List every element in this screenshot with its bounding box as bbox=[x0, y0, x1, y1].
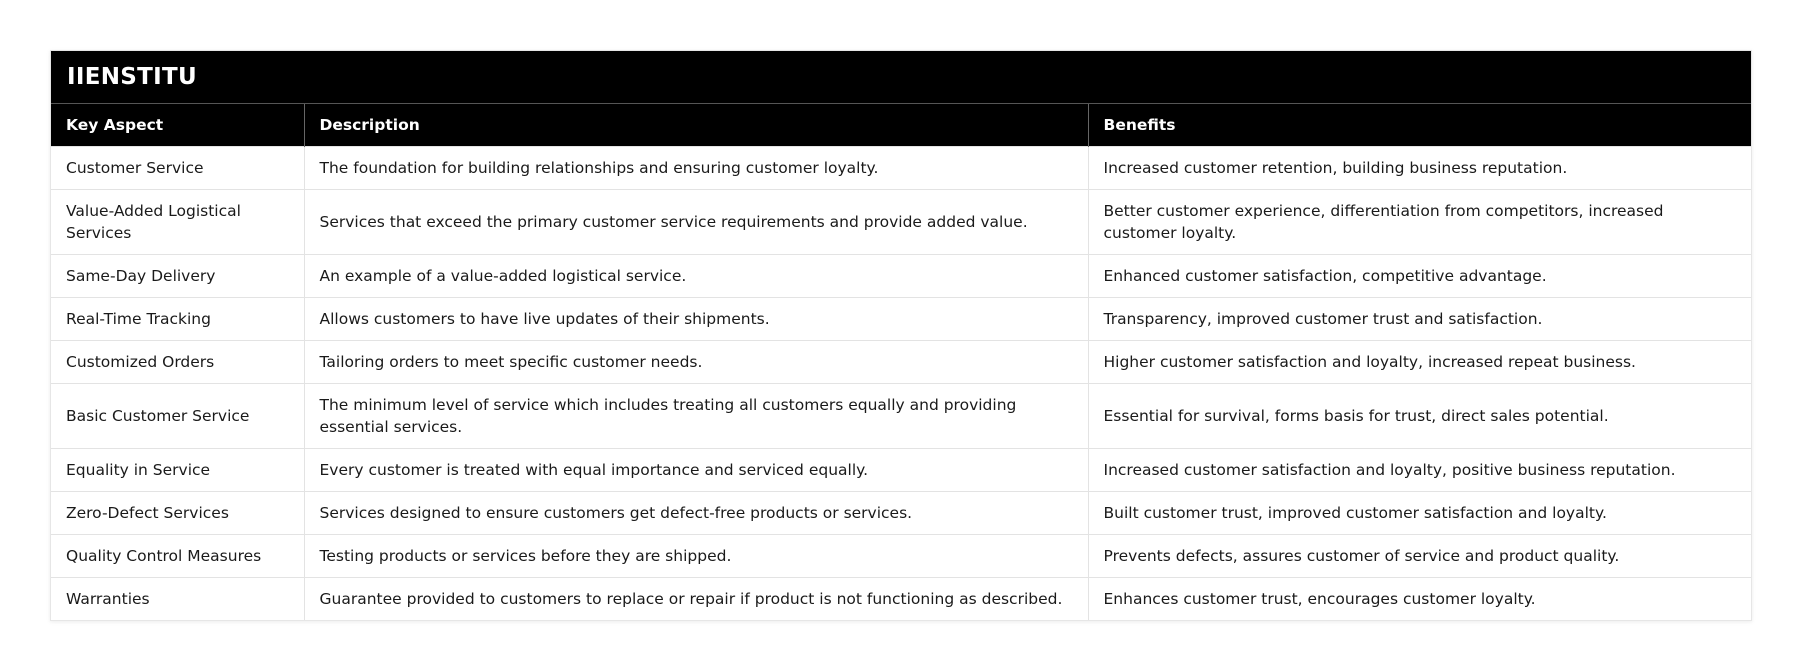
cell-key-aspect: Customer Service bbox=[51, 146, 304, 189]
table-row bbox=[51, 491, 1751, 534]
cell-key-aspect: Zero-Defect Services bbox=[51, 491, 304, 534]
header-row bbox=[51, 104, 1751, 146]
table-row bbox=[51, 577, 1751, 620]
cell-benefits: Increased customer satisfaction and loyalty, positive business reputation. bbox=[1088, 448, 1751, 491]
cell-description: Guarantee provided to customers to replace or repair if product is not functioning as described. bbox=[304, 577, 1088, 620]
cell-description: The minimum level of service which includes treating all customers equally and providing essential services. bbox=[304, 383, 1088, 448]
cell-key-aspect: Equality in Service bbox=[51, 448, 304, 491]
cell-description: Every customer is treated with equal importance and serviced equally. bbox=[304, 448, 1088, 491]
cell-benefits: Transparency, improved customer trust and satisfaction. bbox=[1088, 297, 1751, 340]
cell-key-aspect: Real-Time Tracking bbox=[51, 297, 304, 340]
cell-benefits: Enhanced customer satisfaction, competitive advantage. bbox=[1088, 254, 1751, 297]
table-row bbox=[51, 534, 1751, 577]
table-row bbox=[51, 254, 1751, 297]
table-row bbox=[51, 189, 1751, 254]
table-row bbox=[51, 383, 1751, 448]
cell-benefits: Built customer trust, improved customer satisfaction and loyalty. bbox=[1088, 491, 1751, 534]
cell-description: Services that exceed the primary customer service requirements and provide added value. bbox=[304, 189, 1088, 254]
cell-benefits: Prevents defects, assures customer of service and product quality. bbox=[1088, 534, 1751, 577]
cell-key-aspect: Value-Added Logistical Services bbox=[51, 189, 304, 254]
table-row bbox=[51, 340, 1751, 383]
key-aspects-table bbox=[51, 104, 1751, 620]
cell-key-aspect: Basic Customer Service bbox=[51, 383, 304, 448]
cell-key-aspect: Same-Day Delivery bbox=[51, 254, 304, 297]
cell-benefits: Increased customer retention, building business reputation. bbox=[1088, 146, 1751, 189]
cell-benefits: Enhances customer trust, encourages customer loyalty. bbox=[1088, 577, 1751, 620]
cell-benefits: Higher customer satisfaction and loyalty, increased repeat business. bbox=[1088, 340, 1751, 383]
cell-description: Allows customers to have live updates of their shipments. bbox=[304, 297, 1088, 340]
cell-description: Tailoring orders to meet specific customer needs. bbox=[304, 340, 1088, 383]
cell-description: Testing products or services before they are shipped. bbox=[304, 534, 1088, 577]
cell-benefits: Essential for survival, forms basis for trust, direct sales potential. bbox=[1088, 383, 1751, 448]
header-key-aspect: Key Aspect bbox=[51, 104, 304, 146]
cell-description: The foundation for building relationships and ensuring customer loyalty. bbox=[304, 146, 1088, 189]
cell-description: Services designed to ensure customers get defect-free products or services. bbox=[304, 491, 1088, 534]
cell-key-aspect: Warranties bbox=[51, 577, 304, 620]
header-benefits: Benefits bbox=[1088, 104, 1751, 146]
cell-key-aspect: Quality Control Measures bbox=[51, 534, 304, 577]
header-description: Description bbox=[304, 104, 1088, 146]
table-row bbox=[51, 146, 1751, 189]
cell-key-aspect: Customized Orders bbox=[51, 340, 304, 383]
table-title: IIENSTITU bbox=[51, 51, 1751, 104]
table-row bbox=[51, 297, 1751, 340]
table-row bbox=[51, 448, 1751, 491]
cell-description: An example of a value-added logistical service. bbox=[304, 254, 1088, 297]
cell-benefits: Better customer experience, differentiation from competitors, increased customer loyalty. bbox=[1088, 189, 1751, 254]
table-container bbox=[50, 50, 1752, 621]
